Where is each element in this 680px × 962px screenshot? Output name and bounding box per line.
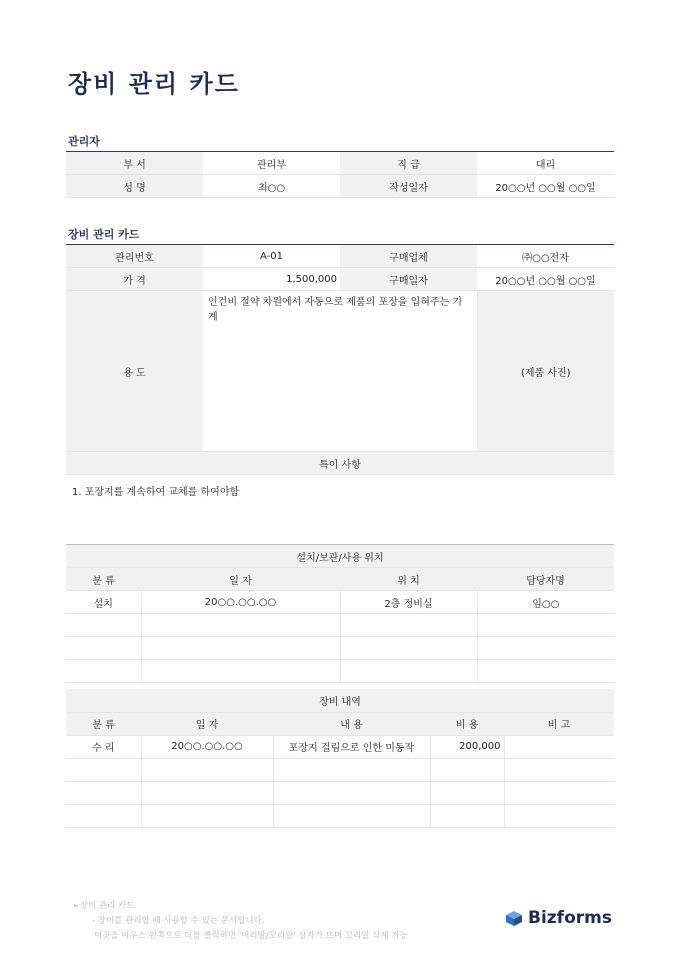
- table-cell[interactable]: 20○○.○○.○○: [141, 591, 340, 614]
- table-cell[interactable]: [430, 804, 504, 827]
- table-row: [66, 152, 614, 175]
- table-cell[interactable]: [340, 660, 477, 683]
- manager-section-label: 관리자: [68, 135, 100, 148]
- name-value[interactable]: 최○○: [203, 175, 340, 198]
- price-label: 가 격: [66, 268, 203, 291]
- history-header: 장비 내역: [66, 689, 614, 712]
- dept-label: 부 서: [66, 152, 203, 175]
- column-header: 일 자: [141, 568, 340, 591]
- product-photo-placeholder[interactable]: (제품 사진): [477, 291, 614, 452]
- table-row: [66, 758, 614, 781]
- column-header: 담당자명: [477, 568, 614, 591]
- table-row: [66, 781, 614, 804]
- table-row: [66, 689, 614, 712]
- mgmt-no-value[interactable]: A-01: [203, 245, 340, 268]
- notes-item[interactable]: 1. 포장지를 계속하여 교체를 하여야함: [72, 487, 240, 498]
- table-cell[interactable]: [504, 781, 614, 804]
- page-title: 장비 관리 카드: [68, 70, 240, 98]
- table-cell[interactable]: [273, 781, 430, 804]
- table-cell[interactable]: [141, 637, 340, 660]
- table-cell[interactable]: [66, 804, 141, 827]
- rank-label: 직 급: [340, 152, 477, 175]
- equipment-card-table: [66, 244, 614, 475]
- footer-line: - 장비를 관리할 때 사용할 수 있는 문서입니다.: [92, 916, 265, 926]
- table-cell[interactable]: [504, 758, 614, 781]
- rank-value[interactable]: 대리: [477, 152, 614, 175]
- table-cell[interactable]: [504, 735, 614, 758]
- column-header: 비 고: [504, 712, 614, 735]
- table-row: [66, 591, 614, 614]
- history-table: [66, 689, 614, 828]
- table-row: [66, 545, 614, 568]
- triangle-bullet-icon: ▸: [74, 902, 78, 909]
- written-date-label: 작성일자: [340, 175, 477, 198]
- card-section-label: 장비 관리 카드: [68, 228, 140, 241]
- table-cell[interactable]: [66, 781, 141, 804]
- column-header: 비 용: [430, 712, 504, 735]
- purchase-date-label: 구매일자: [340, 268, 477, 291]
- purpose-label: 용 도: [66, 291, 203, 452]
- table-row: [66, 614, 614, 637]
- table-cell[interactable]: [430, 758, 504, 781]
- table-row: [66, 637, 614, 660]
- table-cell[interactable]: 20○○.○○.○○: [141, 735, 273, 758]
- column-header: 위 치: [340, 568, 477, 591]
- purchase-date-value[interactable]: 20○○년 ○○월 ○○일: [477, 268, 614, 291]
- table-row: [66, 568, 614, 591]
- notes-header: 특이 사항: [66, 452, 614, 475]
- table-row: [66, 175, 614, 198]
- vendor-label: 구매업체: [340, 245, 477, 268]
- table-cell[interactable]: [273, 804, 430, 827]
- table-cell[interactable]: [66, 637, 141, 660]
- location-header: 설치/보관/사용 위치: [66, 545, 614, 568]
- written-date-value[interactable]: 20○○년 ○○월 ○○일: [477, 175, 614, 198]
- bizforms-logo-icon: [504, 909, 524, 927]
- table-row: [66, 268, 614, 291]
- column-header: 분 류: [66, 568, 141, 591]
- manager-table: [66, 151, 614, 198]
- bizforms-logo[interactable]: [504, 908, 612, 928]
- table-cell[interactable]: [141, 804, 273, 827]
- table-cell[interactable]: [340, 637, 477, 660]
- vendor-value[interactable]: ㈜○○전자: [477, 245, 614, 268]
- table-cell[interactable]: [430, 781, 504, 804]
- table-cell[interactable]: [273, 758, 430, 781]
- table-cell[interactable]: 2층 정비실: [340, 591, 477, 614]
- table-cell[interactable]: 포장지 걸림으로 인한 미동작: [273, 735, 430, 758]
- table-cell[interactable]: 설치: [66, 591, 141, 614]
- table-cell[interactable]: [66, 660, 141, 683]
- table-row: [66, 660, 614, 683]
- table-cell[interactable]: [477, 614, 614, 637]
- table-row: [66, 291, 614, 452]
- table-cell[interactable]: [504, 804, 614, 827]
- table-cell[interactable]: 수 리: [66, 735, 141, 758]
- column-header: 일 자: [141, 712, 273, 735]
- footer-note[interactable]: [74, 898, 408, 944]
- table-cell[interactable]: [66, 758, 141, 781]
- table-row: [66, 712, 614, 735]
- table-row: [66, 245, 614, 268]
- table-cell[interactable]: [477, 637, 614, 660]
- table-cell[interactable]: [66, 614, 141, 637]
- purpose-text[interactable]: 인건비 절약 차원에서 자동으로 제품의 포장을 입혀주는 기계: [203, 291, 477, 452]
- table-cell[interactable]: [141, 758, 273, 781]
- table-cell[interactable]: 200,000: [430, 735, 504, 758]
- footer-line: 이곳을 마우스 왼쪽으로 더블 클릭하면 '머리말/꼬리말' 상자가 뜨며 꼬리말 삭제 가능: [94, 931, 408, 941]
- name-label: 성 명: [66, 175, 203, 198]
- column-header: 분 류: [66, 712, 141, 735]
- table-cell[interactable]: [141, 781, 273, 804]
- table-cell[interactable]: [141, 614, 340, 637]
- dept-value[interactable]: 관리부: [203, 152, 340, 175]
- price-value[interactable]: 1,500,000: [203, 268, 340, 291]
- table-row: [66, 804, 614, 827]
- logo-text: Bizforms: [528, 908, 612, 928]
- table-cell[interactable]: [141, 660, 340, 683]
- location-table: [66, 544, 614, 683]
- column-header: 내 용: [273, 712, 430, 735]
- footer-line: ▸ 장비 관리 카드: [74, 901, 135, 911]
- table-cell[interactable]: [340, 614, 477, 637]
- table-row: [66, 735, 614, 758]
- mgmt-no-label: 관리번호: [66, 245, 203, 268]
- table-row: [66, 452, 614, 475]
- table-cell[interactable]: 임○○: [477, 591, 614, 614]
- table-cell[interactable]: [477, 660, 614, 683]
